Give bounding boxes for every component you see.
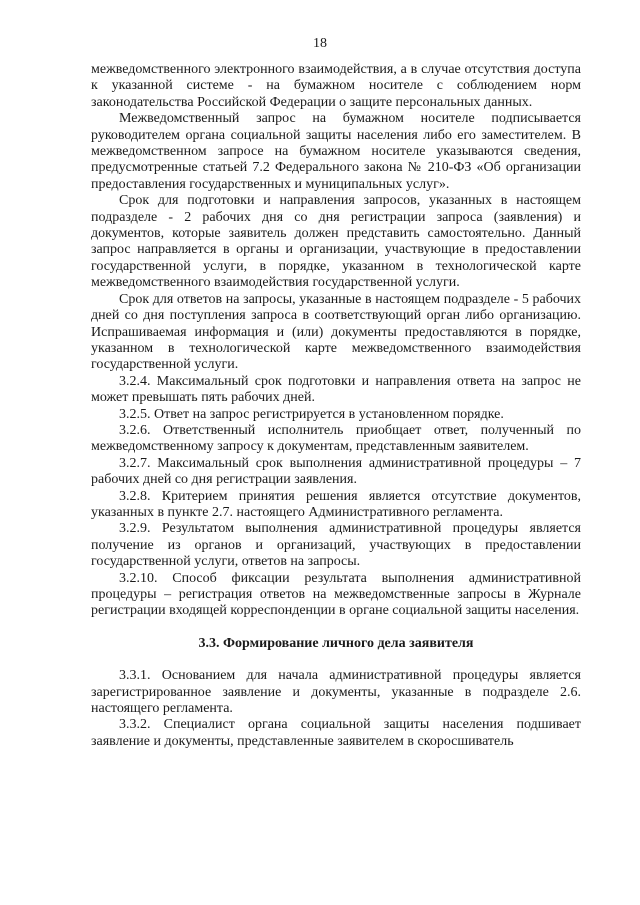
clause-3-2-7: 3.2.7. Максимальный срок выполнения административной процедуры – 7 рабочих дней со дня регистрации заявления.: [91, 455, 581, 488]
paragraph-continuation: межведомственного электронного взаимодействия, а в случае отсутствия доступа к указанной системе - на бумажном носителе с соблюдением норм законодательства Российской Федерации о защите персональных данных.: [91, 62, 581, 110]
paragraph-response-deadline: Срок для ответов на запросы, указанные в настоящем подразделе - 5 рабочих дней со дня поступления запроса в соответствующий орган либо организацию. Испрашиваемая информация и (или) документы предоставляются в порядке, указанном в технологической карте межведомственного взаимодействия государственной услуги.: [91, 291, 581, 373]
clause-3-2-10: 3.2.10. Способ фиксации результата выполнения административной процедуры – регистрация ответов на межведомственные запросы в Журнале регистрации входящей корреспонденции в органе социальной защиты населения.: [91, 570, 581, 619]
paragraph-paper-request: Межведомственный запрос на бумажном носителе подписывается руководителем органа социальной защиты населения либо его заместителем. В межведомственном запросе на бумажном носителе указываются сведения, предусмотренные статьей 7.2 Федерального закона № 210-ФЗ «Об организации предоставления государственных и муниципальных услуг».: [91, 111, 581, 192]
document-body: [91, 62, 581, 750]
clause-3-3-1: 3.3.1. Основанием для начала административной процедуры является зарегистрированное заявление и документы, указанные в подразделе 2.6. настоящего регламента.: [91, 668, 581, 717]
section-heading: 3.3. Формирование личного дела заявителя: [198, 635, 474, 651]
clause-3-2-9: 3.2.9. Результатом выполнения административной процедуры является получение из органов и организаций, участвующих в предоставлении государственной услуги, ответов на запросы.: [91, 521, 581, 570]
clause-3-2-5: 3.2.5. Ответ на запрос регистрируется в установленном порядке.: [119, 406, 504, 422]
clause-3-2-8: 3.2.8. Критерием принятия решения является отсутствие документов, указанных в пункте 2.7. настоящего Административного регламента.: [91, 488, 581, 520]
paragraph-request-deadline: Срок для подготовки и направления запросов, указанных в настоящем подразделе - 2 рабочих дня со дня регистрации запроса (заявления) и документов, которые заявитель должен представить самостоятельно. Данный запрос направляется в органы и организации, участвующие в предоставлении государственной услуги, в порядке, указанном в технологической карте межведомственного взаимодействия государственной услуги.: [91, 193, 581, 291]
clause-3-2-6: 3.2.6. Ответственный исполнитель приобщает ответ, полученный по межведомственному запросу к документам, представленным заявителем.: [91, 422, 581, 455]
clause-3-3-2: 3.3.2. Специалист органа социальной защиты населения подшивает заявление и документы, представленные заявителем в скоросшиватель: [91, 717, 581, 749]
page-number: 18: [313, 36, 327, 51]
clause-3-2-4: 3.2.4. Максимальный срок подготовки и направления ответа на запрос не может превышать пять рабочих дней.: [91, 373, 581, 406]
